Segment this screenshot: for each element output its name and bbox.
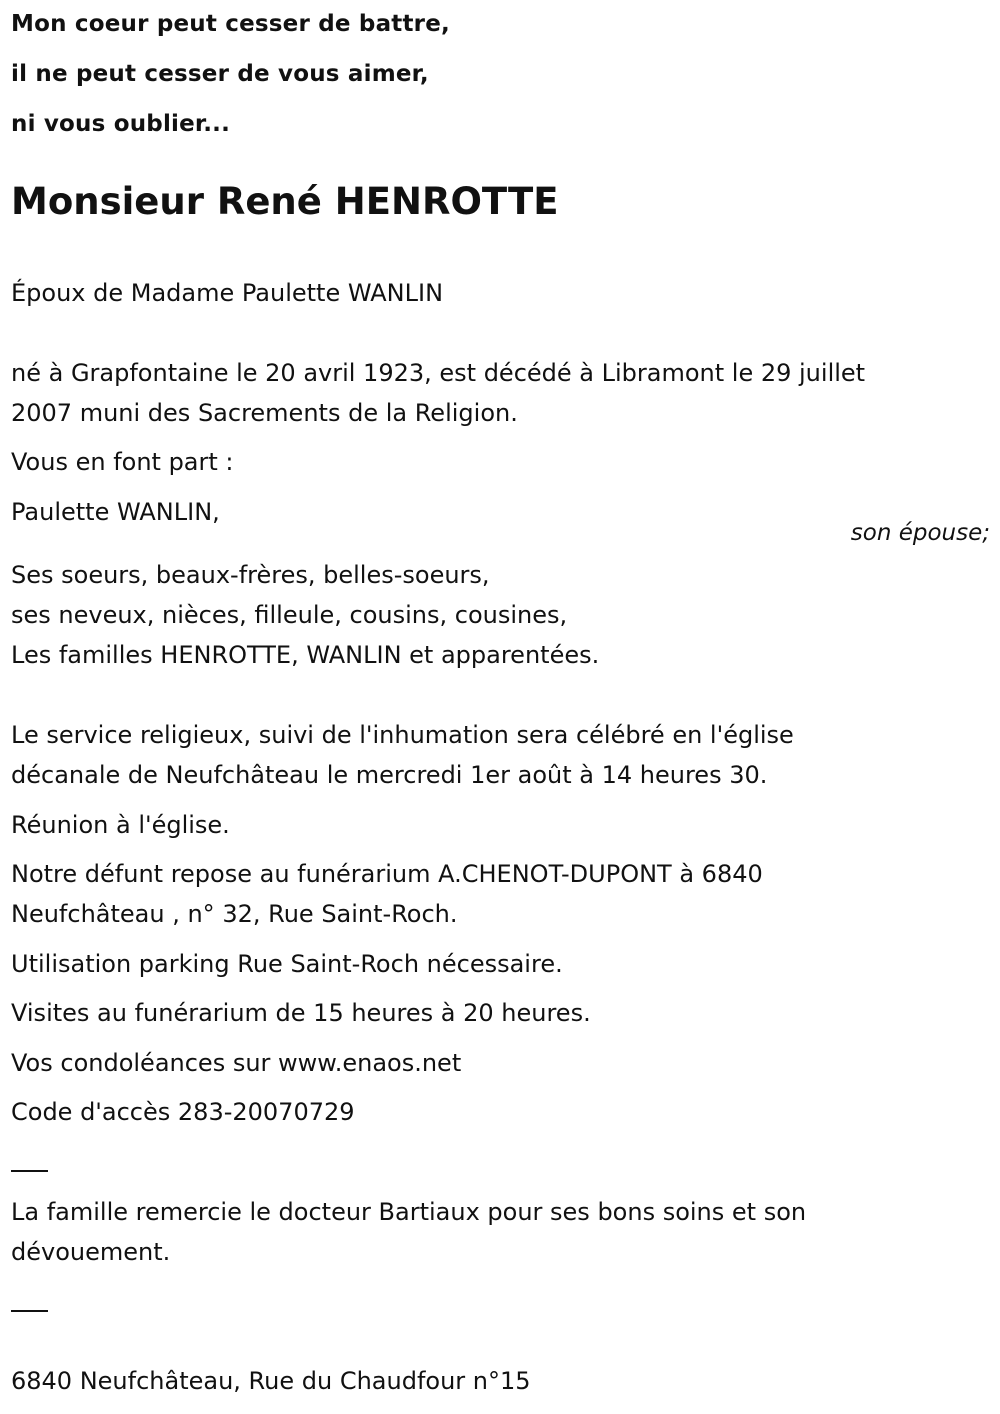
announce-line: Vous en font part :: [11, 448, 234, 476]
access-code-line: Code d'accès 283-20070729: [11, 1098, 355, 1126]
address-line: 6840 Neufchâteau, Rue du Chaudfour n°15: [11, 1367, 531, 1395]
verse-line-3: ni vous oublier...: [11, 111, 231, 137]
mourners-line-1: Ses soeurs, beaux-frères, belles-soeurs,: [11, 561, 490, 589]
mourners-line-3: Les familles HENROTTE, WANLIN et apparentées.: [11, 641, 600, 669]
separator-1: [11, 1170, 48, 1172]
repose-line-2: Neufchâteau , n° 32, Rue Saint-Roch.: [11, 900, 458, 928]
condolences-line: Vos condoléances sur www.enaos.net: [11, 1049, 462, 1077]
deceased-name: Monsieur René HENROTTE: [11, 180, 559, 223]
verse-line-1: Mon coeur peut cesser de battre,: [11, 11, 450, 37]
service-line-1: Le service religieux, suivi de l'inhumation sera célébré en l'église: [11, 721, 794, 749]
birth-death-line-1: né à Grapfontaine le 20 avril 1923, est décédé à Libramont le 29 juillet: [11, 359, 866, 387]
mourners-line-2: ses neveux, nièces, filleule, cousins, cousines,: [11, 601, 568, 629]
separator-2: [11, 1310, 48, 1312]
service-line-2: décanale de Neufchâteau le mercredi 1er août à 14 heures 30.: [11, 761, 768, 789]
verse-line-2: il ne peut cesser de vous aimer,: [11, 61, 429, 87]
parking-line: Utilisation parking Rue Saint-Roch nécessaire.: [11, 950, 563, 978]
repose-line-1: Notre défunt repose au funérarium A.CHENOT-DUPONT à 6840: [11, 860, 763, 888]
thanks-line-2: dévouement.: [11, 1238, 171, 1266]
spouse-mourner-role: son épouse;: [850, 520, 990, 546]
spouse-line: Époux de Madame Paulette WANLIN: [11, 279, 444, 307]
visits-line: Visites au funérarium de 15 heures à 20 heures.: [11, 999, 591, 1027]
thanks-line-1: La famille remercie le docteur Bartiaux pour ses bons soins et son: [11, 1198, 807, 1226]
meeting-line: Réunion à l'église.: [11, 811, 230, 839]
birth-death-line-2: 2007 muni des Sacrements de la Religion.: [11, 399, 518, 427]
spouse-mourner-name: Paulette WANLIN,: [11, 498, 220, 526]
